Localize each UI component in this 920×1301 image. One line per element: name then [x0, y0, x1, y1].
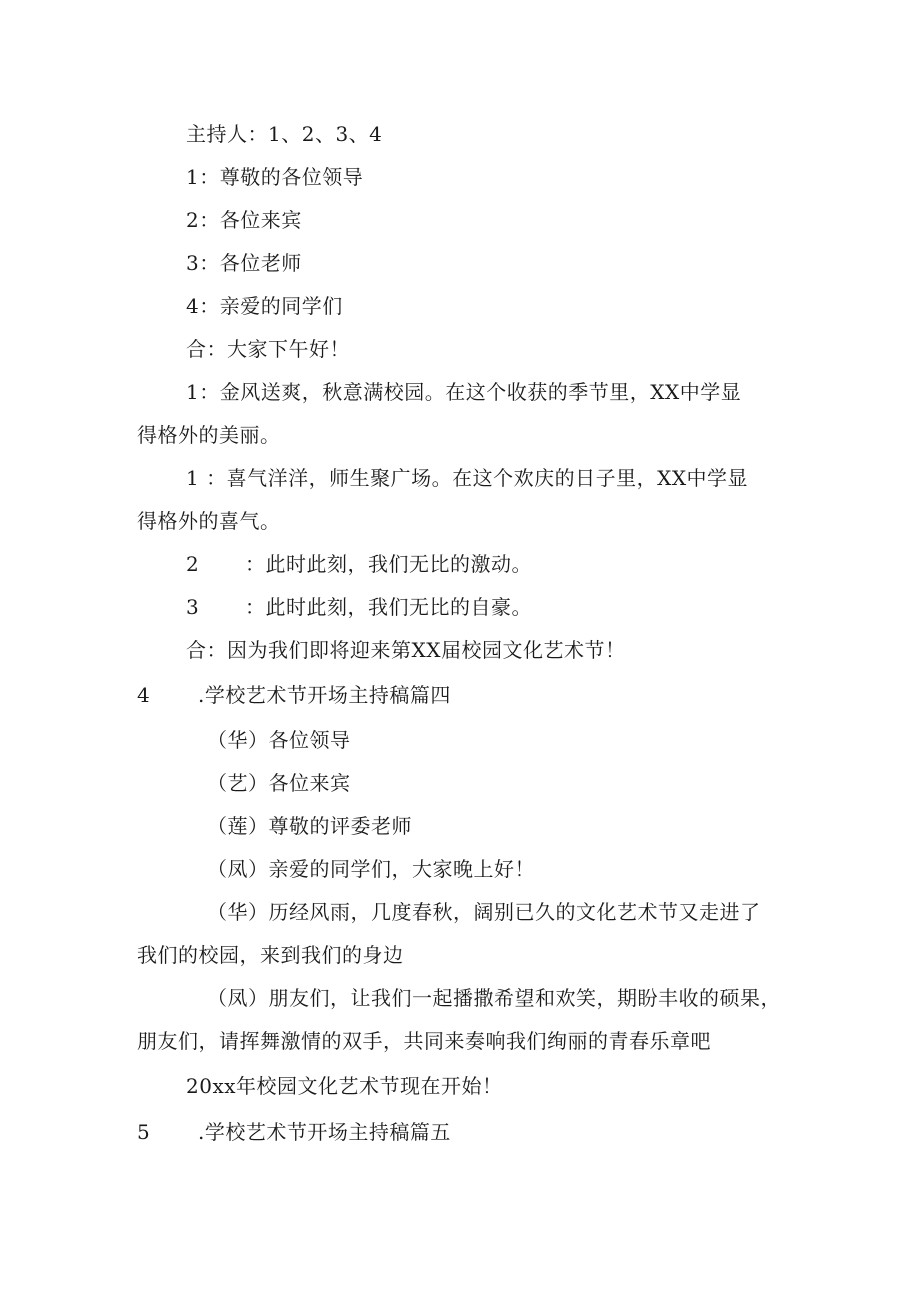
text-line: 2：各位来宾 [186, 208, 302, 232]
text-line: 合：大家下午好！ [186, 337, 350, 361]
text-line: 我们的校园，来到我们的身边 [137, 943, 404, 967]
split-line-text: ：此时此刻，我们无比的激动。 [245, 552, 532, 576]
text-line: （凤）亲爱的同学们，大家晚上好！ [207, 857, 535, 881]
text-line: 得格外的喜气。 [137, 509, 281, 533]
split-line [186, 594, 199, 620]
split-line-number: 2 [186, 552, 200, 576]
text-line: （莲）尊敬的评委老师 [207, 814, 412, 838]
section-heading-number: 4 [137, 683, 151, 707]
text-line: （华）各位领导 [207, 728, 351, 752]
text-line: 20xx年校园文化艺术节现在开始！ [186, 1074, 503, 1098]
host-list-line: 主持人：1、2、3、4 [186, 122, 383, 146]
text-line: 1：金风送爽，秋意满校园。在这个收获的季节里，XX中学显 [186, 380, 742, 404]
text-line: 4：亲爱的同学们 [186, 294, 343, 318]
text-line: （凤）朋友们，让我们一起播撒希望和欢笑，期盼丰收的硕果， [207, 986, 781, 1010]
split-line-number: 3 [186, 595, 200, 619]
text-line: 合：因为我们即将迎来第XX届校园文化艺术节！ [186, 638, 626, 662]
text-line: （华）历经风雨，几度春秋，阔别已久的文化艺术节又走进了 [207, 900, 761, 924]
section-heading: .学校艺术节开场主持稿篇五 [198, 1120, 451, 1144]
text-line: 3：各位老师 [186, 251, 302, 275]
text-line: 1 ：喜气洋洋，师生聚广场。在这个欢庆的日子里，XX中学显 [186, 466, 749, 490]
text-line: 1：尊敬的各位领导 [186, 165, 364, 189]
split-line [186, 551, 199, 577]
text-line: （艺）各位来宾 [207, 771, 351, 795]
section-heading-number: 5 [137, 1120, 151, 1144]
text-line: 朋友们，请挥舞激情的双手，共同来奏响我们绚丽的青春乐章吧 [137, 1029, 711, 1053]
text-line: 得格外的美丽。 [137, 423, 281, 447]
section-heading: .学校艺术节开场主持稿篇四 [198, 683, 451, 707]
split-line-text: ：此时此刻，我们无比的自豪。 [245, 595, 532, 619]
